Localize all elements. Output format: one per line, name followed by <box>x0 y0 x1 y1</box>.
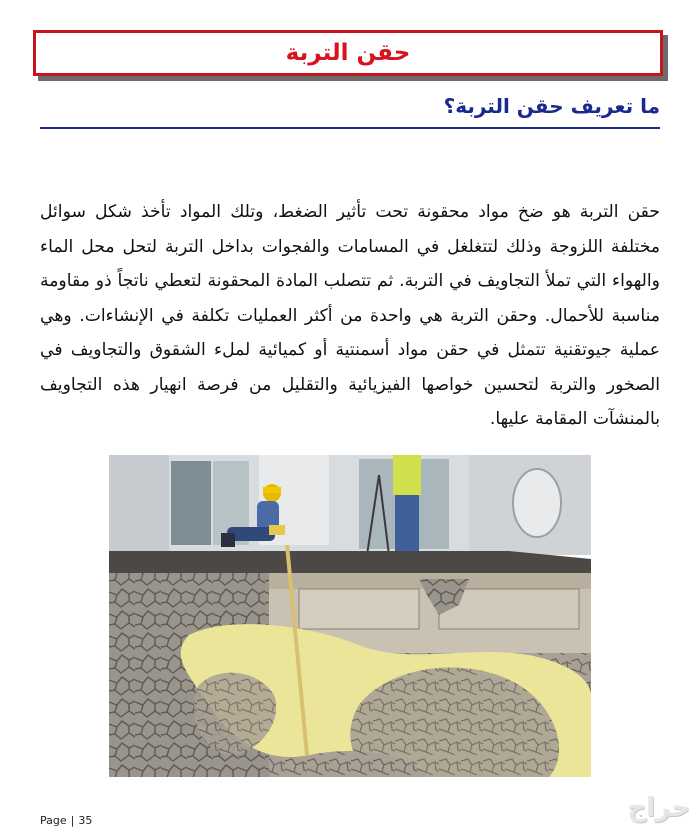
round-window <box>513 469 561 537</box>
soil-grouting-photo <box>109 455 591 777</box>
building-window <box>171 461 211 545</box>
title-banner <box>33 30 663 76</box>
section-heading: ما تعريف حقن التربة؟ <box>443 94 660 118</box>
page-label: Page <box>40 814 67 827</box>
page-separator: | <box>70 814 75 827</box>
page-number: 35 <box>78 814 93 827</box>
watermark-logo: حراج <box>627 793 690 823</box>
page-title: حقن التربة <box>285 40 411 66</box>
page-footer <box>40 814 92 827</box>
heading-underline <box>40 127 660 129</box>
body-paragraph: حقن التربة هو ضخ مواد محقونة تحت تأثير الضغط، وتلك المواد تأخذ شكل سوائل مختلفة اللزوجة وذلك لتتغلغل في المسامات والفجوات بداخل التربة لتحل محل الماء والهواء التي تملأ التجاويف في التربة. ثم تتصلب المادة المحقونة لتعطي ناتجاً ذو مقاومة مناسبة للأحمال. وحقن التربة هي واحدة من أكثر العمليات تكلفة في الإنشاءات. وهي عملية جيوتقنية تتمثل في حقن مواد أسمنتية أو كميائية لملء الشقوق والتجاويف في الصخور والتربة لتحسين خواصها الفيزيائية والتقليل من فرصة انهيار هذه التجاويف بالمنشآت المقامة عليها. <box>40 202 660 430</box>
